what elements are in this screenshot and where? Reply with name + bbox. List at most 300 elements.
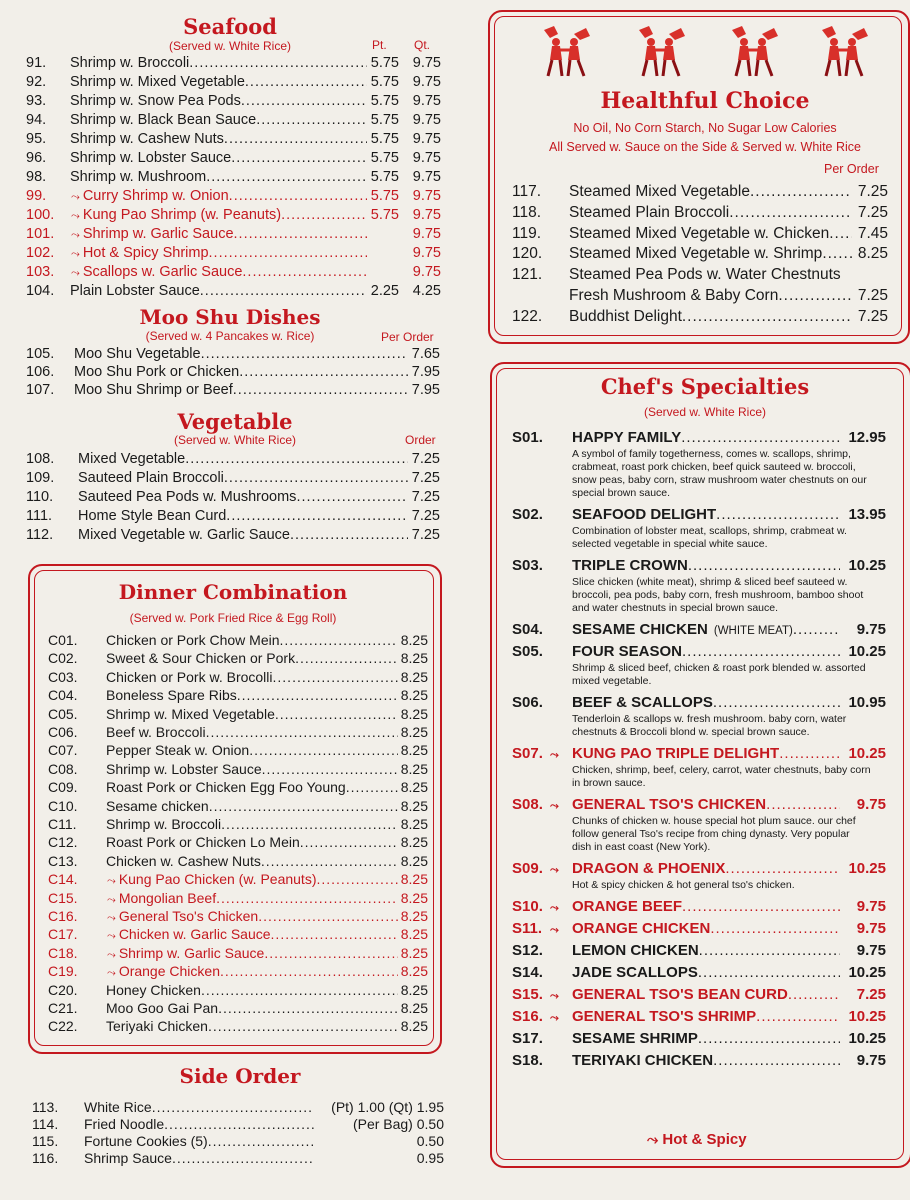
menu-item-qt: 9.75	[412, 245, 441, 261]
menu-item-name: Chicken or Pork w. Brocolli	[106, 668, 273, 685]
specialty-name: BEEF & SCALLOPS	[572, 694, 713, 711]
menu-item-row	[512, 183, 888, 201]
dot-leader	[216, 890, 398, 906]
dot-leader	[229, 188, 367, 204]
dot-leader	[682, 643, 840, 660]
menu-item-name: Shrimp w. Broccoli	[106, 816, 222, 832]
menu-item-number: 96.	[26, 150, 47, 166]
menu-item-pt: 5.75	[370, 188, 399, 204]
menu-item-pt: 5.75	[370, 131, 399, 147]
menu-item-name: Roast Pork or Chicken Egg Foo Young	[106, 779, 346, 796]
healthful-line2: All Served w. Sauce on the Side & Served w. White Rice	[549, 140, 861, 154]
specialty-name: LEMON CHICKEN	[572, 942, 699, 959]
description-line: Slice chicken (white meat), shrimp & sliced beef sauteed w.	[572, 576, 848, 588]
specialty-price: 10.25	[848, 643, 886, 660]
specialty-description	[572, 525, 902, 551]
menu-item-number: 118.	[512, 203, 542, 221]
specialty-price: 10.95	[848, 694, 886, 711]
specialty-name: FOUR SEASON	[572, 643, 683, 660]
dot-leader	[201, 346, 408, 362]
mooshu-per-order: Per Order	[381, 330, 434, 344]
specialty-code: S09.	[512, 860, 543, 877]
menu-item-number: 99.	[26, 188, 47, 204]
menu-item-row	[48, 982, 428, 1000]
menu-item-name: Buddhist Delight	[569, 307, 682, 325]
menu-item-number: 111.	[26, 508, 53, 524]
menu-item-price: 8.25	[400, 944, 428, 961]
specialty-row	[512, 796, 886, 813]
menu-item-row	[48, 761, 428, 779]
specialty-name: GENERAL TSO'S SHRIMP	[572, 1008, 757, 1025]
description-line: and water chestnuts in special brown sauce.	[572, 602, 779, 614]
menu-item-price: 8.25	[400, 779, 428, 796]
specialty-code: S01.	[512, 429, 543, 446]
menu-item-name: Teriyaki Chicken	[106, 1018, 208, 1035]
description-line: follow general Tso's recipe from ching dynasty. Very popular	[572, 828, 850, 840]
dot-leader	[258, 908, 398, 924]
specialty-code: S08.	[512, 796, 543, 813]
specialty-code: S11.	[512, 920, 543, 937]
menu-item-price: 8.25	[400, 908, 428, 924]
specialty-code: S14.	[512, 964, 543, 981]
dancing-couple-icon	[728, 24, 780, 78]
specialty-row	[512, 964, 886, 981]
menu-item-name: Hot & Spicy Shrimp	[82, 245, 209, 261]
menu-item-name: Home Style Bean Curd	[78, 508, 227, 524]
menu-item-name: Shrimp w. Broccoli	[70, 55, 190, 71]
chili-pepper-icon: ⤳	[107, 875, 116, 888]
specialty-row	[512, 860, 886, 877]
menu-item-number: C15.	[48, 889, 78, 906]
specialty-row	[512, 920, 886, 937]
specialty-row	[512, 942, 886, 959]
chili-pepper-icon: ⤳	[550, 1012, 559, 1024]
specialty-price: 9.75	[856, 920, 886, 937]
description-line: special brown sauce.	[572, 487, 671, 499]
menu-item-name: General Tso's Chicken	[118, 908, 259, 924]
dot-leader	[698, 1030, 840, 1047]
menu-item-qt: 9.75	[412, 226, 441, 242]
menu-item-qt: 9.75	[412, 55, 441, 71]
menu-item-name: Sauteed Plain Broccoli	[78, 470, 224, 486]
menu-item-price: 7.25	[411, 470, 440, 486]
specialty-price: 10.25	[848, 860, 886, 877]
menu-item-number: C04.	[48, 687, 78, 704]
menu-item-row	[26, 451, 440, 469]
menu-item-price: 8.25	[400, 871, 428, 888]
dot-leader	[296, 489, 408, 505]
mooshu-subtitle: (Served w. 4 Pancakes w. Rice)	[145, 329, 315, 343]
dot-leader	[729, 204, 852, 222]
menu-item-row	[32, 1150, 444, 1168]
description-line: Shrimp & sliced beef, chicken & roast pork blended w. assorted	[572, 662, 866, 674]
specialty-price: 10.25	[848, 557, 886, 574]
dot-leader	[681, 429, 840, 446]
specialty-code: S17.	[512, 1030, 543, 1047]
chili-pepper-icon: ⤳	[71, 248, 80, 260]
dot-leader	[271, 926, 398, 942]
description-line: Chunks of chicken w. house special hot plum sauce. our chef	[572, 815, 856, 827]
menu-item-number: C08.	[48, 760, 78, 777]
menu-item-row	[26, 489, 440, 507]
specialty-row	[512, 1008, 886, 1025]
menu-item-number: 106.	[26, 364, 55, 380]
menu-item-row	[26, 346, 440, 364]
side-order-title: Side Order	[179, 1064, 301, 1088]
dot-leader	[239, 364, 408, 380]
menu-item-row	[512, 287, 888, 305]
menu-item-row	[48, 779, 428, 797]
menu-item-row	[32, 1099, 444, 1117]
specialty-row	[512, 1030, 886, 1047]
menu-item-row	[26, 364, 440, 382]
menu-item-price: 8.25	[400, 724, 428, 740]
menu-item-extra: (Per Bag) 0.50	[352, 1116, 444, 1132]
vegetable-order: Order	[405, 433, 436, 447]
specialty-name: GENERAL TSO'S CHICKEN	[572, 796, 767, 813]
menu-item-qt: 9.75	[412, 188, 441, 204]
menu-item-row	[26, 55, 441, 73]
dinner-title: Dinner Combination	[118, 580, 348, 604]
menu-item-name: Pepper Steak w. Onion	[106, 742, 250, 759]
dot-leader	[822, 245, 852, 263]
dot-leader	[249, 742, 398, 758]
menu-item-number: C09.	[48, 779, 78, 796]
menu-item-name: Honey Chicken	[106, 981, 201, 998]
menu-item-pt: 5.75	[370, 74, 399, 90]
menu-item-name: Shrimp w. Black Bean Sauce	[70, 112, 257, 128]
dot-leader	[280, 632, 398, 648]
dot-leader	[164, 1116, 314, 1132]
specialty-code: S03.	[512, 557, 543, 574]
menu-item-row	[512, 245, 888, 263]
specialty-code: S05.	[512, 643, 543, 660]
menu-item-name: Shrimp w. Garlic Sauce	[82, 226, 234, 242]
menu-item-number: 109.	[26, 470, 55, 486]
menu-item-name: Shrimp Sauce	[84, 1150, 172, 1166]
menu-item-row	[48, 926, 428, 944]
description-line: A symbol of family togetherness, comes w. scallops, shrimp,	[572, 448, 851, 460]
hot-spicy-legend	[646, 1131, 747, 1148]
chili-pepper-icon: ⤳	[71, 210, 80, 222]
chili-pepper-icon: ⤳	[550, 749, 559, 761]
menu-item-name: Chicken w. Cashew Nuts	[106, 852, 261, 869]
chef-subtitle: (Served w. White Rice)	[643, 405, 767, 419]
mooshu-title: Moo Shu Dishes	[139, 305, 321, 329]
menu-item-number: 112.	[26, 527, 54, 543]
specialty-code: S10.	[512, 898, 543, 915]
menu-item-row	[26, 150, 441, 168]
menu-item-row	[32, 1133, 444, 1151]
menu-item-number: C13.	[48, 852, 78, 869]
dot-leader	[264, 945, 398, 961]
specialty-price: 9.75	[856, 898, 886, 915]
dot-leader	[273, 669, 398, 685]
specialty-price: 9.75	[856, 942, 886, 959]
menu-item-number: 103.	[26, 264, 55, 280]
menu-item-name: Mixed Vegetable w. Garlic Sauce	[78, 527, 290, 543]
menu-item-name: Kung Pao Shrimp (w. Peanuts)	[82, 207, 282, 223]
menu-item-price: 7.95	[411, 382, 440, 398]
specialty-code: S06.	[512, 694, 543, 711]
menu-item-number: C10.	[48, 797, 78, 814]
menu-item-number: 108.	[26, 451, 55, 467]
dot-leader	[224, 131, 367, 147]
menu-item-row	[48, 816, 428, 834]
dot-leader	[750, 183, 852, 201]
menu-item-row	[512, 266, 888, 284]
menu-item-number: C16.	[48, 908, 78, 924]
specialty-price: 10.25	[848, 745, 886, 762]
specialty-description	[572, 713, 902, 739]
menu-item-row	[48, 871, 428, 889]
menu-item-number: 91.	[26, 55, 47, 71]
dot-leader	[710, 920, 840, 937]
menu-item-number: C21.	[48, 1000, 78, 1016]
menu-item-row	[48, 650, 428, 668]
dot-leader	[300, 834, 398, 850]
specialty-name: SESAME CHICKEN	[572, 621, 708, 638]
menu-item-price: 7.25	[857, 183, 888, 200]
specialty-row	[512, 694, 886, 711]
menu-item-number: C07.	[48, 742, 78, 759]
menu-item-number: 92.	[26, 74, 47, 90]
menu-item-number: C05.	[48, 705, 78, 722]
specialty-price: 10.25	[848, 964, 886, 981]
chili-pepper-icon: ⤳	[107, 912, 116, 924]
menu-item-row	[48, 963, 428, 981]
specialty-price: 9.75	[856, 1052, 886, 1069]
menu-item-price: 7.65	[411, 346, 440, 362]
menu-item-number: C14.	[48, 871, 78, 888]
menu-item-row	[48, 798, 428, 816]
menu-item-price: 7.25	[411, 489, 440, 505]
menu-item-row	[48, 687, 428, 705]
dot-leader	[281, 207, 367, 223]
menu-item-number: 93.	[26, 93, 47, 109]
menu-item-name: Shrimp w. Mixed Vegetable	[106, 705, 275, 722]
menu-item-qt: 9.75	[412, 93, 441, 109]
dot-leader	[688, 557, 840, 574]
dot-leader	[262, 761, 398, 777]
specialty-name: SEAFOOD DELIGHT	[572, 506, 717, 523]
vegetable-subtitle: (Served w. White Rice)	[173, 433, 297, 447]
dot-leader	[778, 287, 852, 305]
specialty-name: SESAME SHRIMP	[572, 1030, 698, 1047]
dot-leader	[234, 226, 367, 242]
dot-leader	[208, 1018, 398, 1034]
description-line: Hot & spicy chicken & hot general tso's chicken.	[572, 879, 795, 891]
menu-item-number: 117.	[512, 183, 542, 200]
menu-item-number: C02.	[48, 650, 78, 667]
dot-leader	[237, 687, 398, 703]
menu-item-name: Shrimp w. Cashew Nuts	[70, 131, 224, 147]
menu-item-price: 8.25	[400, 1018, 428, 1035]
menu-item-row	[26, 382, 440, 400]
dot-leader	[242, 264, 367, 280]
hot-spicy-legend-label: Hot & Spicy	[662, 1131, 747, 1148]
menu-item-row	[512, 225, 888, 243]
specialty-code: S12.	[512, 942, 543, 959]
menu-item-price: 7.25	[857, 287, 888, 304]
menu-item-row	[48, 853, 428, 871]
menu-item-name: Roast Pork or Chicken Lo Mein	[106, 834, 300, 851]
menu-item-price: 7.25	[857, 203, 888, 221]
menu-item-price: 8.25	[400, 668, 428, 685]
menu-item-number: C03.	[48, 668, 78, 685]
chili-pepper-icon: ⤳	[550, 864, 559, 876]
seafood-col-pt: Pt.	[372, 38, 387, 52]
menu-item-qt: 9.75	[412, 169, 441, 185]
menu-item-price: 7.25	[411, 451, 440, 467]
dot-leader	[245, 74, 367, 90]
chili-pepper-icon: ⤳	[71, 267, 80, 279]
menu-item-name: Steamed Mixed Vegetable	[569, 183, 750, 200]
dot-leader	[295, 650, 398, 666]
chili-pepper-icon: ⤳	[71, 191, 80, 203]
menu-item-row	[26, 264, 441, 282]
menu-item-row	[48, 1000, 428, 1018]
menu-item-pt: 5.75	[370, 112, 399, 128]
menu-item-name: Steamed Mixed Vegetable w. Shrimp	[569, 245, 823, 263]
menu-item-row	[26, 470, 440, 488]
healthful-per-order: Per Order	[824, 162, 879, 176]
menu-item-row	[48, 632, 428, 650]
menu-item-row	[512, 308, 888, 326]
chili-pepper-icon: ⤳	[71, 229, 80, 241]
menu-item-name: Chicken or Pork Chow Mein	[106, 632, 280, 648]
menu-item-price: 8.25	[400, 926, 428, 943]
specialty-code: S02.	[512, 506, 543, 523]
menu-item-extra: 0.50	[416, 1133, 444, 1149]
specialty-price: 9.75	[856, 796, 886, 813]
dot-leader	[698, 964, 840, 981]
dot-leader	[682, 898, 840, 915]
menu-item-qt: 9.75	[412, 112, 441, 128]
dot-leader	[185, 451, 408, 467]
menu-item-name: Shrimp w. Lobster Sauce	[70, 150, 232, 166]
menu-item-name: Sesame chicken	[106, 797, 209, 814]
dot-leader	[682, 308, 852, 326]
menu-item-qt: 9.75	[412, 150, 441, 166]
specialty-name: DRAGON & PHOENIX	[572, 860, 726, 877]
menu-item-name: Shrimp w. Snow Pea Pods	[70, 93, 241, 109]
menu-item-qt: 9.75	[412, 264, 441, 280]
specialty-description	[572, 662, 902, 688]
dot-leader	[316, 871, 398, 887]
menu-item-name: Steamed Mixed Vegetable w. Chicken	[569, 224, 830, 242]
menu-item-row	[48, 724, 428, 742]
dot-leader	[152, 1099, 314, 1115]
menu-item-name: Fried Noodle	[84, 1116, 165, 1132]
specialty-code: S15.	[512, 986, 543, 1003]
menu-item-number: C06.	[48, 724, 78, 740]
menu-item-number: 113.	[32, 1099, 59, 1115]
dot-leader	[713, 1052, 840, 1069]
dot-leader	[788, 986, 840, 1003]
menu-item-pt: 5.75	[370, 207, 399, 223]
menu-item-row	[48, 945, 428, 963]
dot-leader	[209, 245, 367, 261]
menu-item-qt: 9.75	[412, 207, 441, 223]
menu-item-name: Chicken w. Garlic Sauce	[118, 926, 271, 943]
specialty-row	[512, 643, 886, 660]
menu-item-name: Mixed Vegetable	[78, 451, 186, 467]
menu-item-price: 8.25	[400, 632, 428, 648]
specialty-row	[512, 1052, 886, 1069]
dot-leader	[221, 816, 398, 832]
menu-item-name: Steamed Pea Pods w. Water Chestnuts	[569, 266, 841, 284]
chef-title: Chef's Specialties	[600, 374, 810, 399]
menu-item-name: Boneless Spare Ribs	[106, 687, 237, 704]
specialty-price: 9.75	[856, 621, 886, 638]
specialty-description	[572, 764, 902, 790]
dot-leader	[226, 508, 408, 524]
description-line: Tenderloin & scallops w. fresh mushroom. baby corn, water	[572, 713, 847, 725]
menu-item-price: 8.25	[400, 687, 428, 704]
specialty-row	[512, 898, 886, 915]
menu-item-number: 104.	[26, 283, 55, 299]
menu-item-row	[26, 169, 441, 187]
menu-item-pt: 5.75	[370, 150, 399, 166]
chili-pepper-icon: ⤳	[107, 893, 116, 906]
menu-item-number: 121.	[512, 266, 543, 284]
menu-item-name: Steamed Plain Broccoli	[569, 203, 730, 221]
menu-item-name: Kung Pao Chicken (w. Peanuts)	[118, 871, 317, 888]
vegetable-title: Vegetable	[177, 409, 293, 434]
specialty-name: ORANGE CHICKEN	[572, 920, 711, 937]
menu-item-number: 107.	[26, 382, 55, 398]
chili-pepper-icon: ⤳	[647, 1131, 659, 1147]
menu-item-row	[48, 908, 428, 926]
dot-leader	[189, 55, 367, 71]
healthful-title: Healthful Choice	[600, 88, 810, 114]
menu-item-row	[48, 742, 428, 760]
description-line: Combination of lobster meat, scallops, shrimp, crabmeat w.	[572, 525, 847, 537]
menu-item-name: Scallops w. Garlic Sauce	[82, 264, 243, 280]
menu-item-price: 8.25	[400, 742, 428, 759]
menu-item-number: 120.	[512, 245, 543, 263]
menu-item-number: 100.	[26, 207, 55, 223]
menu-item-price: 8.25	[400, 981, 428, 998]
menu-item-row	[48, 706, 428, 724]
menu-item-number: 110.	[26, 489, 54, 505]
menu-item-number: C17.	[48, 926, 78, 943]
menu-item-number: C22.	[48, 1018, 78, 1035]
dinner-subtitle: (Served w. Pork Fried Rice & Egg Roll)	[129, 611, 337, 625]
chili-pepper-icon: ⤳	[550, 800, 559, 812]
chili-pepper-icon: ⤳	[107, 930, 116, 943]
menu-item-row	[48, 834, 428, 852]
menu-item-row	[48, 669, 428, 687]
description-line: broccoli, pea pods, baby corn, fresh mushroom, bamboo shoot	[572, 589, 864, 601]
specialty-price: 12.95	[848, 429, 886, 446]
menu-item-pt: 5.75	[370, 169, 399, 185]
menu-item-name: Curry Shrimp w. Onion	[82, 188, 229, 204]
specialty-description	[572, 815, 902, 854]
menu-item-number: C01.	[48, 632, 78, 648]
dancing-couple-icon	[635, 24, 687, 78]
menu-item-price: 8.25	[400, 1000, 428, 1016]
menu-item-extra: 0.95	[416, 1150, 444, 1166]
menu-item-name: Beef w. Broccoli	[106, 724, 206, 740]
menu-item-price: 7.95	[411, 364, 440, 380]
description-line: crabmeat, roast pork chicken, beef quick sauteed w. broccoli,	[572, 461, 856, 473]
dot-leader	[346, 779, 398, 795]
specialty-name: TRIPLE CROWN	[572, 557, 688, 574]
dot-leader	[766, 796, 840, 813]
dot-leader	[200, 283, 367, 299]
